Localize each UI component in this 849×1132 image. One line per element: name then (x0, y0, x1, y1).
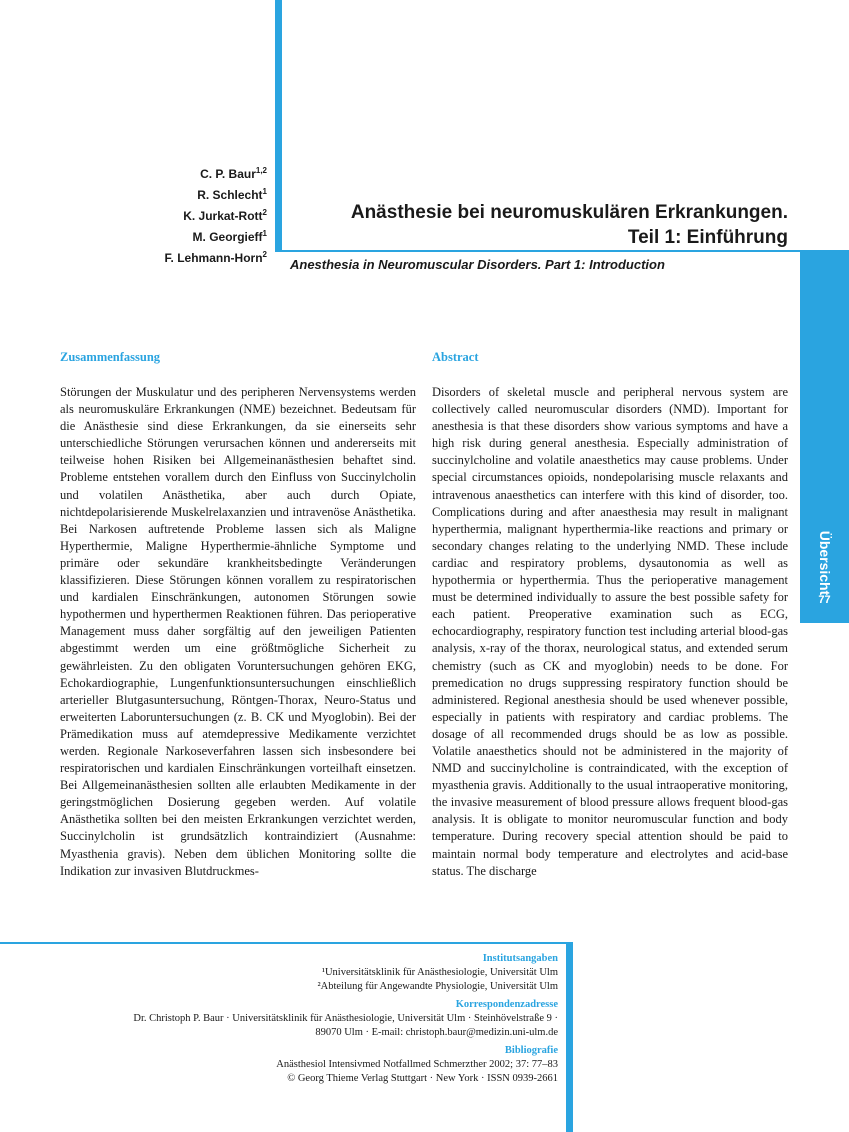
author: R. Schlecht$^1$ (197, 187, 267, 202)
header-horizontal-rule (275, 250, 849, 252)
zusammenfassung-section (60, 350, 416, 880)
abstract-text: Disorders of skeletal muscle and peripheral nervous system are collectively called neuromuscular disorders (NMD). Important for anesthesia is that these disorders show various symptoms and have a high risk during general anesthesia. Especially administration of succinylcholine and volatile anaesthetics may cause problems. Under special circumstances opioids, nondepolarising muscle relaxants and intravenous anaesthetics can interfere with this kind of disorder, too. Complications during and after anaesthesia may result in malignant hyperthermia, malignant hyperthermia-like reactions and primary or secondary changes relating to the underlying NMD. These include cardiac and respiratory problems, dysautonomia as well as hypothermia or hyperthermia. Thus the perioperative management must be determined individually to assure the best possible safety for each patient. Preoperative examination such as ECG, echocardiography, respiratory function test including arterial blood-gas analysis, x-ray of the thorax, neurological status, and extended serum chemistry (such as CK and myoglobin) needs to be done. For premedication no drugs suppressing respiratory function should be administered. Regional anesthesia should be used whenever possible, especially in patients with respiratory and cardiac problems. The dosage of all recommended drugs should be as low as possible. Volatile anaesthetics should not be administered in the majority of NMD and succinylcholine is contraindicated, with the exception of myasthenia gravis. Additionally to the usual intraoperative monitoring, the invasive measurement of blood pressure allows frequent blood-gas analysis. It is obligate to monitor neuromuscular function and body temperature. During recovery special attention should be paid to maintain normal body temperature and electrolytes and acid-base status. The discharge (432, 385, 788, 878)
section-side-tab (800, 250, 849, 623)
abstract-heading: Abstract (432, 350, 479, 364)
author-list (60, 162, 267, 267)
abstract-section (432, 350, 788, 880)
zusammenfassung-heading: Zusammenfassung (60, 350, 161, 364)
institution-line: ¹Universitätsklinik für Anästhesiologie, Universität Ulm (321, 967, 558, 978)
header-vertical-bar (275, 0, 282, 250)
title-line-1: Anästhesie bei neuromuskulären Erkrankungen. (350, 202, 788, 223)
correspondence-heading: Korrespondenzadresse (455, 999, 558, 1010)
institutions-heading: Institutsangaben (482, 953, 558, 964)
bibliography-heading: Bibliografie (504, 1045, 558, 1056)
author-affiliation: 2 (262, 250, 267, 259)
author: C. P. Baur$^{1,2}$ (200, 166, 267, 181)
title-line-2: Teil 1: Einführung (627, 227, 788, 248)
author-affiliation: 2 (262, 208, 267, 217)
bibliography-line: © Georg Thieme Verlag Stuttgart · New York · ISSN 0939-2661 (287, 1073, 558, 1084)
author-affiliation: 1 (262, 187, 267, 196)
article-footer (60, 952, 558, 1086)
correspondence-line: Dr. Christoph P. Baur · Universitätsklinik für Anästhesiologie, Universität Ulm · Steinhövelstraße 9 · (133, 1013, 558, 1024)
section-label-text: Übersicht (817, 530, 833, 596)
footer-horizontal-rule (0, 942, 573, 944)
author: K. Jurkat-Rott$^2$ (183, 208, 267, 223)
author: M. Georgieff$^1$ (192, 229, 267, 244)
institution-line: ²Abteilung für Angewandte Physiologie, Universität Ulm (317, 981, 558, 992)
zusammenfassung-text: Störungen der Muskulatur und des peripheren Nervensystems werden als neuromuskuläre Erkrankungen (NME) bezeichnet. Bedeutsam für die Anästhesie sind diese Erkrankungen, da sie einerseits sehr unterschiedliche Störungen verursachen können und andererseits mit teilweise hohen Risiken bei Allgemeinanästhesien behaftet sind. Probleme entstehen vorallem durch den Einfluss von Succinylcholin und volatilen Anästhetika, aber auch durch Opiate, nichtdepolarisierende Muskelrelaxanzien und intravenöse Anästhetika. Bei Narkosen auftretende Probleme lassen sich als Maligne Hyperthermie, Maligne Hyperthermie-ähnliche Symptome und primäre oder sekundäre krankheitsbedingte Veränderungen klassifizieren. Diese Störungen können vorallem zu respiratorischen und kardialen Einschränkungen, autonomen Störungen sowie hypothermen und hyperthermen Reaktionen führen. Das perioperative Management muss daher sorgfältig auf den jeweiligen Patienten abgestimmt werden um eine größtmögliche Sicherheit zu gewährleisten. Zu den obligaten Voruntersuchungen gehören EKG, Echokardiographie, Lungenfunktionsuntersuchungen einschließlich arterieller Blutgasuntersuchung, Röntgen-Thorax, Neuro-Status und erweiterten Laboruntersuchungen (z. B. CK und Myoglobin). Bei der Prämedikation muss auf atemdepressive Medikamente verzichtet werden. Regionale Narkoseverfahren lassen sich insbesondere bei respiratorischen und kardialen Einschränkungen vorteilhaft einsetzen. Bei Allgemeinanästhesien sollten alle erlaubten Medikamente in der geringstmöglichen Dosierung gegeben werden. Auf volatile Anästhetika sollten bei den meisten Erkrankungen verzichtet werden, Succinylcholin ist grundsätzlich kontraindiziert (Ausnahme: Myasthenia gravis). Neben dem üblichen Monitoring sollte die Indikation zur invasiven Blutdruckmes- (60, 385, 416, 878)
author-affiliation: 1,2 (255, 166, 267, 175)
author-affiliation: 1 (262, 229, 267, 238)
author: F. Lehmann-Horn$^2$ (164, 250, 267, 265)
bibliography-line: Anästhesiol Intensivmed Notfallmed Schmerzther 2002; 37: 77–83 (276, 1059, 558, 1070)
article-subtitle: Anesthesia in Neuromuscular Disorders. Part 1: Introduction (290, 257, 665, 272)
page-number: 77 (818, 594, 831, 606)
correspondence-line: 89070 Ulm · E-mail: christoph.baur@medizin.uni-ulm.de (315, 1027, 558, 1038)
footer-vertical-bar (566, 942, 573, 1132)
article-title (300, 200, 788, 250)
